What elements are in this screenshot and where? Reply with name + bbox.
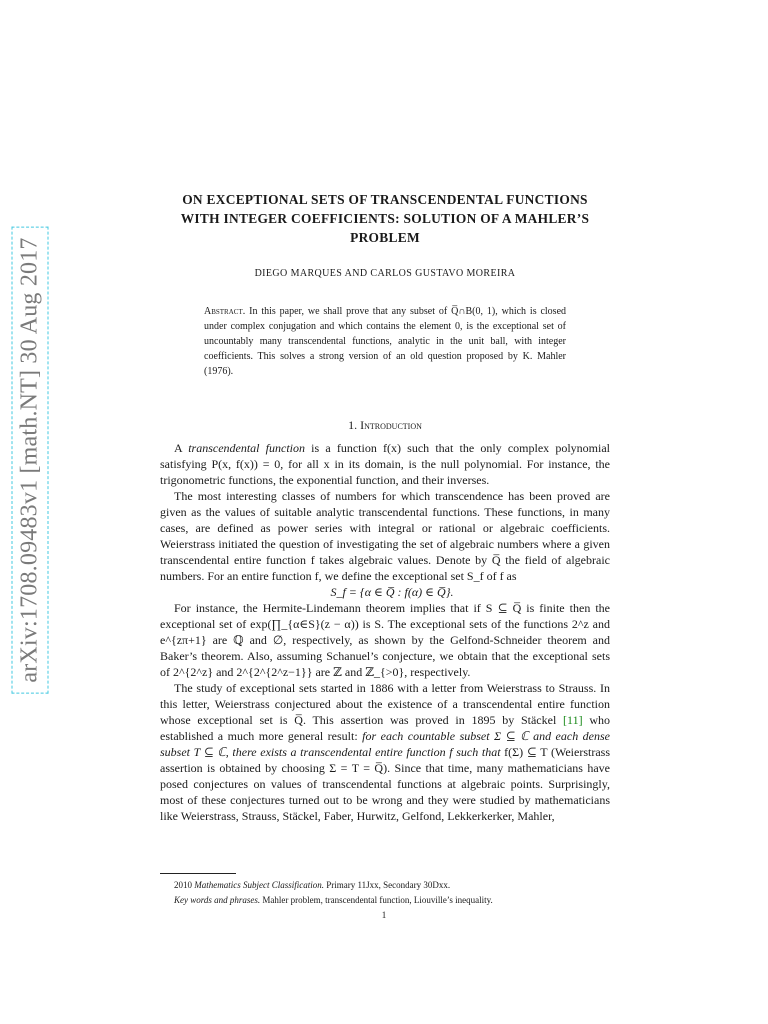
paragraph-4-text-b: who established a much more general result: — [160, 713, 610, 743]
paragraph-4-theorem-statement: for each countable subset Σ ⊆ ℂ and each dense subset T ⊆ ℂ, there exists a transcendental entire function f such that — [160, 729, 611, 759]
abstract-text: In this paper, we shall prove that any subset of Q̅∩B(0, 1), which is closed under complex conjugation and which contains the element 0, is the exceptional set of uncountably many transcendental functions, analytic in the unit ball, with integer coefficients. This solves a strong version of an old question proposed by K. Mahler (1976). — [204, 306, 567, 377]
display-equation: S_f = {α ∈ Q̅ : f(α) ∈ Q̅}. — [330, 585, 454, 599]
paragraph-1-emphasis: transcendental function — [188, 441, 306, 455]
section-title: Introduction — [360, 418, 422, 432]
paragraph-3: For instance, the Hermite-Lindemann theorem implies that if S ⊆ Q̅ is finite then the exceptional set of exp(∏_{α∈S}(z − α)) is S. The exceptional sets of the functions 2^z and e^{zπ+1} are ℚ and ∅, respectively, as shown by the Gelfond-Schneider theorem and Baker’s theorem. Also, assuming Schanuel’s conjecture, we obtain that the exceptional sets of 2^{2^z} and 2^{2^{2^z−1}} are ℤ and ℤ_{>0}, respectively. — [160, 601, 610, 679]
paragraph-1-text-b: is a function f(x) such that the only complex polynomial satisfying P(x, f(x)) = 0, for all x in its domain, is the null polynomial. For instance, the trigonometric functions, the exponential function, and their inverses. — [160, 441, 610, 487]
paragraph-1-text-a: A — [174, 441, 189, 455]
paragraph-2: The most interesting classes of numbers for which transcendence has been proved are given as the values of suitable analytic transcendental functions. These functions, in many cases, are defined as power series with integral or rational or algebraic coefficients. Weierstrass initiated the question of investigating the set of algebraic numbers where a given transcendental entire function f takes algebraic values. Denote by Q̅ the field of algebraic numbers. For an entire function f, we define the exceptional set S_f of f as — [160, 489, 610, 583]
footnote-msc-year: 2010 — [174, 880, 195, 890]
arxiv-stamp-container — [10, 200, 50, 720]
abstract — [204, 304, 566, 379]
paragraph-4-text-c: f(Σ) ⊆ T (Weierstrass assertion is obtained by choosing Σ = T = Q̅). Since that time, many mathematicians have posed conjectures on values of transcendental functions at algebraic points. Surprisingly, most of these conjectures turned out to be wrong and they were studied by mathematicians like Weierstrass, Strauss, Stäckel, Faber, Hurwitz, Gelfond, Lekkerkerker, Mahler, — [160, 745, 611, 823]
title-line-3: PROBLEM — [350, 230, 420, 245]
footnotes — [160, 878, 610, 908]
body-text — [160, 440, 610, 824]
page-number: 1 — [381, 910, 387, 920]
paragraph-4-text-a: The study of exceptional sets started in 1886 with a letter from Weierstrass to Strauss. In this letter, Weierstrass conjectured about the existence of a transcendental entire function whose exceptional set is Q̅. This assertion was proved in 1895 by Stäckel — [160, 681, 610, 727]
author-list: DIEGO MARQUES AND CARLOS GUSTAVO MOREIRA — [254, 268, 516, 279]
paragraph-4 — [160, 680, 610, 824]
footnote-keywords-label: Key words and phrases. — [174, 895, 261, 905]
title-line-2: WITH INTEGER COEFFICIENTS: SOLUTION OF A MAHLER’S — [180, 211, 590, 226]
section-heading — [160, 418, 610, 433]
paper-title — [140, 190, 630, 247]
title-line-1: ON EXCEPTIONAL SETS OF TRANSCENDENTAL FUNCTIONS — [182, 192, 588, 207]
abstract-label: Abstract. — [204, 306, 246, 317]
footnote-keywords-text: Mahler problem, transcendental function, Liouville’s inequality. — [260, 895, 493, 905]
arxiv-identifier-stamp[interactable]: arXiv:1708.09483v1 [math.NT] 30 Aug 2017 — [12, 226, 49, 693]
footnote-msc-text: Primary 11Jxx, Secondary 30Dxx. — [324, 880, 451, 890]
footnote-msc — [160, 878, 610, 893]
paragraph-1 — [160, 440, 610, 488]
citation-link[interactable]: [11] — [563, 713, 583, 727]
footnote-keywords — [160, 893, 610, 908]
footnote-msc-label: Mathematics Subject Classification. — [194, 880, 324, 890]
footnote-rule — [160, 873, 236, 874]
section-number: 1. — [348, 418, 358, 432]
